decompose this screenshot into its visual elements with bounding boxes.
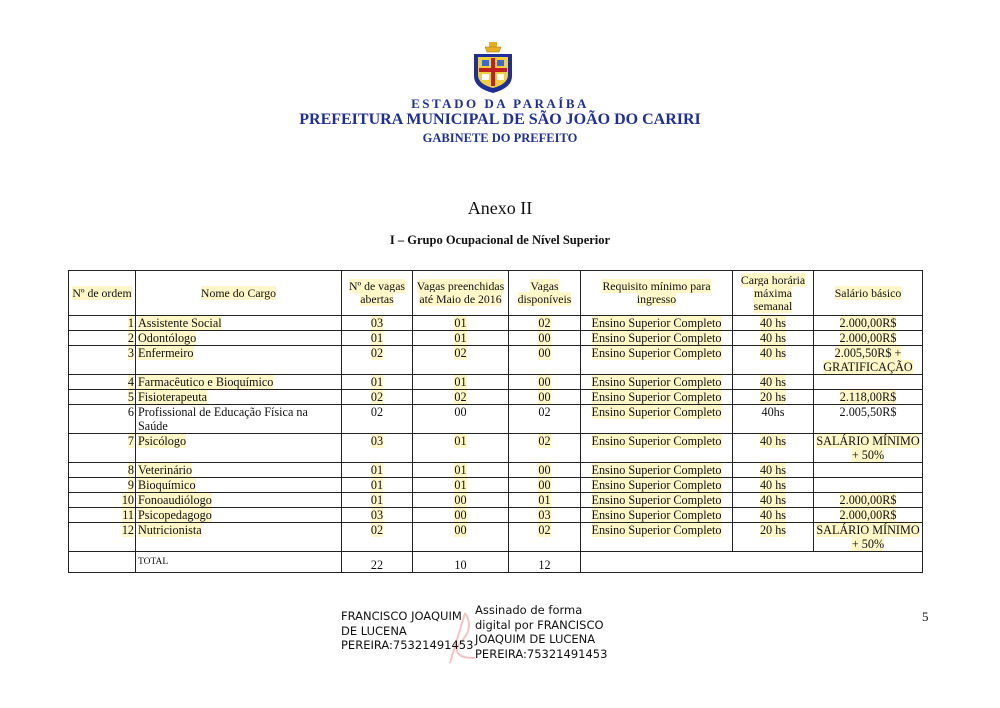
table-row: 4 Farmacêutico e Bioquímico 01 01 00 Ensino Superior Completo 40 hs	[69, 375, 923, 390]
table-row: 5 Fisioterapeuta 02 02 00 Ensino Superior Completo 20 hs 2.118,00R$	[69, 390, 923, 405]
table-row: 11 Psicopedagogo 03 00 03 Ensino Superior Completo 40 hs 2.000,00R$	[69, 508, 923, 523]
gabinete-heading: GABINETE DO PREFEITO	[422, 131, 578, 145]
header-cargo: Nome do Cargo	[136, 271, 342, 316]
total-row	[69, 552, 923, 573]
table-row: 2 Odontólogo 01 01 00 Ensino Superior Completo 40 hs 2.000,00R$	[69, 331, 923, 346]
prefeitura-heading: PREFEITURA MUNICIPAL DE SÃO JOÃO DO CARIRI	[299, 111, 701, 128]
state-heading: ESTADO DA PARAÍBA	[411, 96, 589, 111]
table-row: 7 Psicólogo 03 01 02 Ensino Superior Completo 40 hs SALÁRIO MÍNIMO + 50%	[69, 434, 923, 463]
page-number: 5	[922, 609, 929, 624]
header-preenchidas: Vagas preenchidas até Maio de 2016	[413, 271, 509, 316]
signature-note: Assinado de forma digital por FRANCISCO JOAQUIM DE LUCENA PEREIRA:75321491453	[475, 603, 608, 661]
annex-title: Anexo II	[467, 198, 533, 218]
signature-name: FRANCISCO JOAQUIM DE LUCENA PEREIRA:75321491453	[341, 609, 474, 652]
total-abertas: 22	[342, 552, 413, 573]
table-row: 3 Enfermeiro 02 02 00 Ensino Superior Completo 40 hs 2.005,50R$ + GRATIFICAÇÃO	[69, 346, 923, 375]
header-requisito: Requisito mínimo para ingresso	[581, 271, 733, 316]
table-row: 9 Bioquímico 01 01 00 Ensino Superior Completo 40 hs	[69, 478, 923, 493]
total-disponiveis: 12	[509, 552, 581, 573]
table-row: 10 Fonoaudiólogo 01 00 01 Ensino Superior Completo 40 hs 2.000,00R$	[69, 493, 923, 508]
table-body	[69, 316, 923, 573]
vacancies-table	[68, 270, 923, 573]
coat-of-arms-icon	[472, 42, 514, 94]
total-label: TOTAL	[136, 552, 342, 573]
header-disponiveis: Vagas disponíveis	[509, 271, 581, 316]
header-carga: Carga horária máxima semanal	[733, 271, 814, 316]
header-ordem: Nº de ordem	[69, 271, 136, 316]
table-row: 12 Nutricionista 02 00 02 Ensino Superior Completo 20 hs SALÁRIO MÍNIMO + 50%	[69, 523, 923, 552]
table-row: 6 Profissional de Educação Física na Saúde 02 00 02 Ensino Superior Completo 40hs 2.005,50R$	[69, 405, 923, 434]
annex-subtitle: I – Grupo Ocupacional de Nível Superior	[389, 233, 611, 247]
header-abertas: Nº de vagas abertas	[342, 271, 413, 316]
header-salario: Salário básico	[814, 271, 923, 316]
total-preenchidas: 10	[413, 552, 509, 573]
table-row: 1 Assistente Social 03 01 02 Ensino Superior Completo 40 hs 2.000,00R$	[69, 316, 923, 331]
table-row: 8 Veterinário 01 01 00 Ensino Superior Completo 40 hs	[69, 463, 923, 478]
